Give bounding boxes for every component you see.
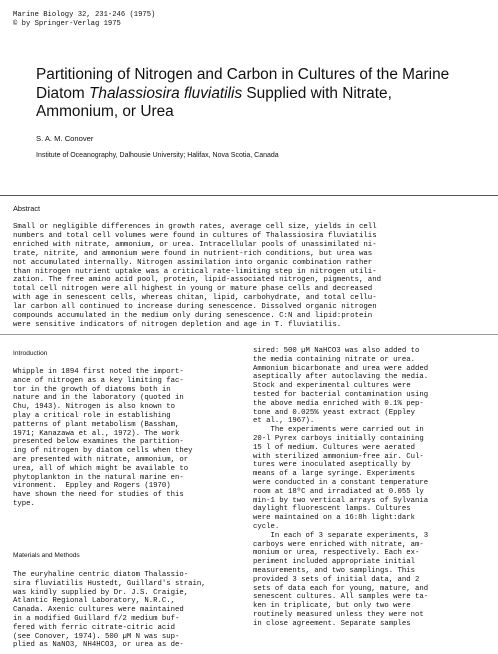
author-name: S. A. M. Conover xyxy=(36,134,94,143)
top-divider xyxy=(0,195,498,196)
right-column-text: sired: 500 µM NaHCO3 was also added to the media containing nitrate or urea. Ammonium bicarbonate and urea were added aseptically after autoclaving the media. Stock and experimental cultures were tested for bacterial contamination using the above media enriched with 0.1% pep- tone and 0.025% yeast extract (Eppley et al., 1967). The experiments were carried out in 20-l Pyrex carboys initially containing 15 l of medium. Cultures were aerated with sterilized ammonium-free air. Cul- tures were inoculated aseptically by means of a large syringe. Experiments were conducted in a constant temperature room at 18ºC and irradiated at 0.055 ly min-1 by two vertical arrays of Sylvania daylight fluorescent lamps. Cultures were maintained on a 16:8h light:dark cycle. In each of 3 separate experiments, 3 carboys were enriched with nitrate, am- monium or urea, respectively. Each ex- periment included appropriate initial measurements, and two samplings. This provided 3 sets of initial data, and 2 sets of data each for young, mature, and senescent cultures. All samples were ta- ken in triplicate, but only two were routinely measured unless they were not in close agreement. Separate samples xyxy=(253,347,429,628)
abstract-divider xyxy=(0,334,498,335)
introduction-heading: Introduction xyxy=(13,350,48,357)
abstract-heading: Abstract xyxy=(13,204,41,213)
copyright-line: © by Springer-Verlag 1975 xyxy=(13,20,121,28)
journal-header xyxy=(13,11,155,29)
abstract-text: Small or negligible differences in growth rates, average cell size, yields in cell numbers and total cell volumes were found in cultures of Thalassiosira fluviatilis enriched with nitrate, ammonium, or urea. Intracellular pools of unassimilated ni- trate, nitrite, and ammonium were found in nutrient-rich conditions, but urea was not accumulated internally. Nitrogen assimilation into organic combination rather than nitrogen nutrient uptake was a critical rate-limiting step in nitrogen utili- zation. The free amino acid pool, protein, lipid-associated nitrogen, pigments, and total cell nitrogen were all highest in young or mature phase cells and decreased with age in senescent cells, whereas chitan, lipid, carbohydrate, and total cellu- lar carbon all continued to increase during senescence. Dissolved organic nitrogen compounds accumulated in the medium only during senescence. C:N and lipid:protein were sensitive indicators of nitrogen depletion and age in T. fluviatilis. xyxy=(13,223,382,329)
materials-methods-text: The euryhaline centric diatom Thalassio- sira fluviatilis Hustedt, Guillard's strain, was kindly supplied by Dr. J.S. Craigie, Atlantic Regional Laboratory, N.R.C., Canada. Axenic cultures were maintained in a modified Guillard f/2 medium buf- fered with ferric citrate-citric acid (see Conover, 1974). 500 µM N was sup- plied as NaNO3, NH4HCO3, or urea as de- xyxy=(13,571,206,650)
author-affiliation: Institute of Oceanography, Dalhousie University; Halifax, Nova Scotia, Canada xyxy=(36,152,279,159)
article-title: Partitioning of Nitrogen and Carbon in Cultures of the Marine Diatom Thalassiosira fluviatilis Supplied with Nitrate, Ammonium, or Urea xyxy=(36,66,450,120)
materials-methods-heading: Materials and Methods xyxy=(13,552,80,559)
journal-citation: Marine Biology 32, 231-246 (1975) xyxy=(13,11,156,19)
introduction-text: Whipple in 1894 first noted the import- ance of nitrogen as a key limiting fac- tor in the growth of diatoms both in nature and in the laboratory (quoted in Chu, 1943). Nitrogen is also known to play a critical role in establishing patterns of plant metabolism (Bassham, 1971; Kanazawa et al., 1972). The work presented below examines the partition- ing of nitrogen by diatom cells when they are presented with nitrate, ammonium, or urea, all of which might be available to phytoplankton in the natural marine en- vironment. Eppley and Rogers (1970) have shown the need for studies of this type. xyxy=(13,368,193,508)
